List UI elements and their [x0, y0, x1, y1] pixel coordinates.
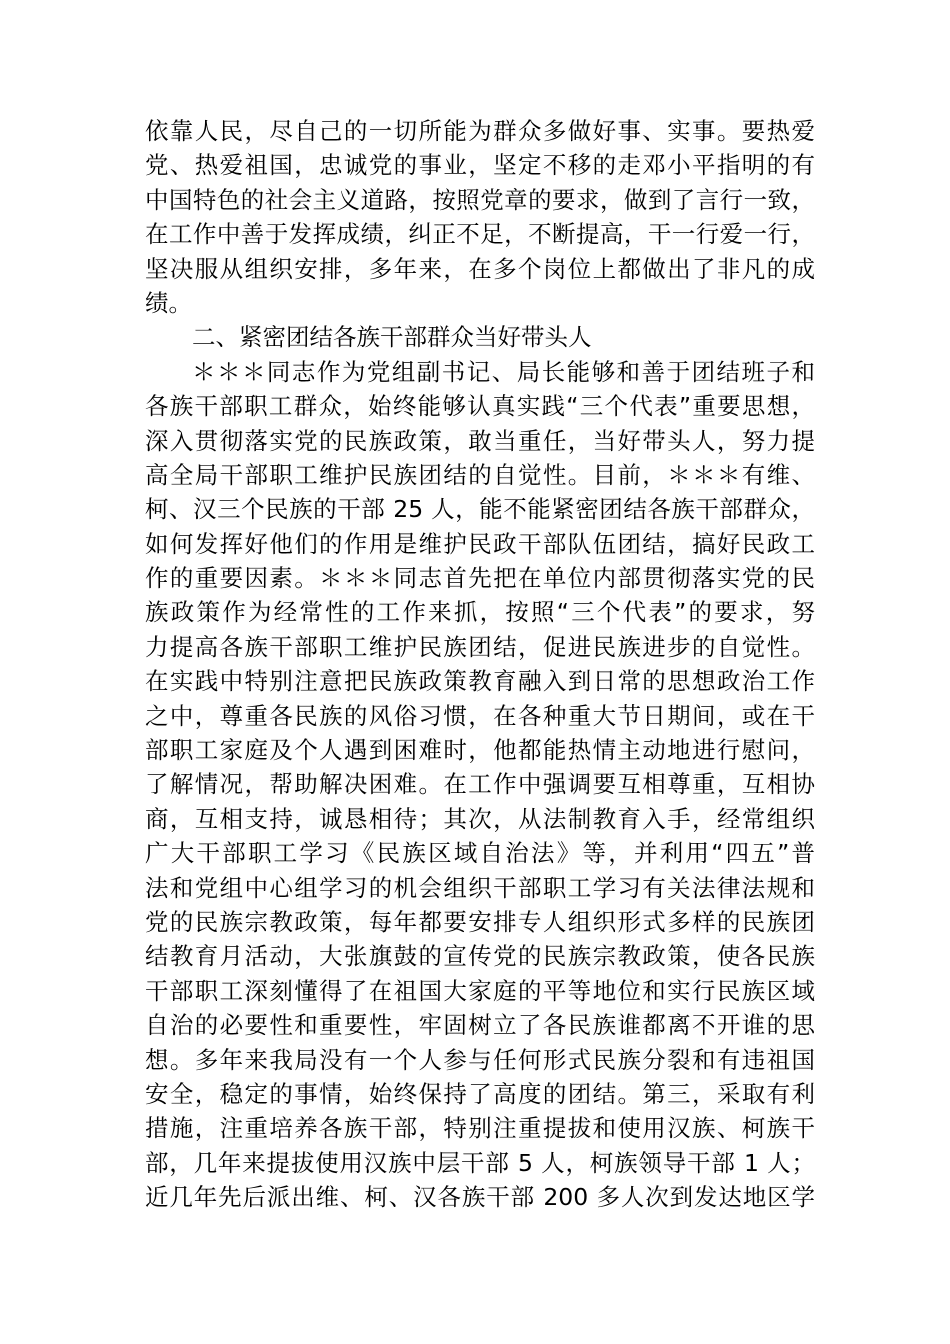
- text-line: 自治的必要性和重要性，牢固树立了各民族谁都离不开谁的思: [145, 1011, 815, 1040]
- paragraph-first-line: ＊＊＊同志作为党组副书记、局长能够和善于团结班子和: [192, 357, 815, 386]
- text-line: 在工作中善于发挥成绩，纠正不足，不断提高，干一行爱一行，: [145, 220, 815, 249]
- text-line: 党、热爱祖国，忠诚党的事业，坚定不移的走邓小平指明的有: [145, 151, 815, 180]
- text-line: 商，互相支持，诚恳相待；其次，从法制教育入手，经常组织: [145, 804, 815, 833]
- text-line: 了解情况，帮助解决困难。在工作中强调要互相尊重，互相协: [145, 770, 815, 799]
- text-line: 深入贯彻落实党的民族政策，敢当重任，当好带头人，努力提: [145, 426, 815, 455]
- text-line: 依靠人民，尽自己的一切所能为群众多做好事、实事。要热爱: [145, 117, 815, 145]
- text-line: 力提高各族干部职工维护民族团结，促进民族进步的自觉性。: [145, 632, 815, 661]
- text-line: 中国特色的社会主义道路，按照党章的要求，做到了言行一致，: [145, 185, 815, 214]
- text-line: 在实践中特别注意把民族政策教育融入到日常的思想政治工作: [145, 667, 815, 696]
- text-line: 部职工家庭及个人遇到困难时，他都能热情主动地进行慰问，: [145, 736, 815, 765]
- text-line: 族政策作为经常性的工作来抓，按照“三个代表”的要求，努: [145, 598, 815, 627]
- text-line: 各族干部职工群众，始终能够认真实践“三个代表”重要思想，: [145, 392, 815, 421]
- text-line: 作的重要因素。＊＊＊同志首先把在单位内部贯彻落实党的民: [145, 564, 815, 593]
- text-line: 党的民族宗教政策，每年都要安排专人组织形式多样的民族团: [145, 907, 815, 936]
- text-line: 结教育月活动，大张旗鼓的宣传党的民族宗教政策，使各民族: [145, 942, 815, 971]
- text-line: 之中，尊重各民族的风俗习惯，在各种重大节日期间，或在干: [145, 701, 815, 730]
- document-page: [145, 114, 815, 1215]
- text-line: 高全局干部职工维护民族团结的自觉性。目前，＊＊＊有维、: [145, 460, 815, 489]
- text-line: 安全，稳定的事情，始终保持了高度的团结。第三，采取有利: [145, 1079, 815, 1108]
- text-line: 干部职工深刻懂得了在祖国大家庭的平等地位和实行民族区域: [145, 976, 815, 1005]
- text-line: 法和党组中心组学习的机会组织干部职工学习有关法律法规和: [145, 873, 815, 902]
- text-line: 近几年先后派出维、柯、汉各族干部 200 多人次到发达地区学: [145, 1183, 815, 1212]
- text-line: 绩。: [145, 288, 192, 317]
- text-line: 措施，注重培养各族干部，特别注重提拔和使用汉族、柯族干: [145, 1114, 815, 1143]
- text-line: 想。多年来我局没有一个人参与任何形式民族分裂和有违祖国: [145, 1045, 815, 1074]
- text-line: 广大干部职工学习《民族区域自治法》等，并利用“四五”普: [145, 839, 815, 868]
- text-line: 部，几年来提拔使用汉族中层干部 5 人，柯族领导干部 1 人；: [145, 1148, 815, 1177]
- text-line: 坚决服从组织安排，多年来，在多个岗位上都做出了非凡的成: [145, 254, 815, 283]
- text-line: 柯、汉三个民族的干部 25 人，能不能紧密团结各族干部群众，: [145, 495, 815, 524]
- section-heading: 二、紧密团结各族干部群众当好带头人: [192, 323, 592, 352]
- text-line: 如何发挥好他们的作用是维护民政干部队伍团结，搞好民政工: [145, 529, 815, 558]
